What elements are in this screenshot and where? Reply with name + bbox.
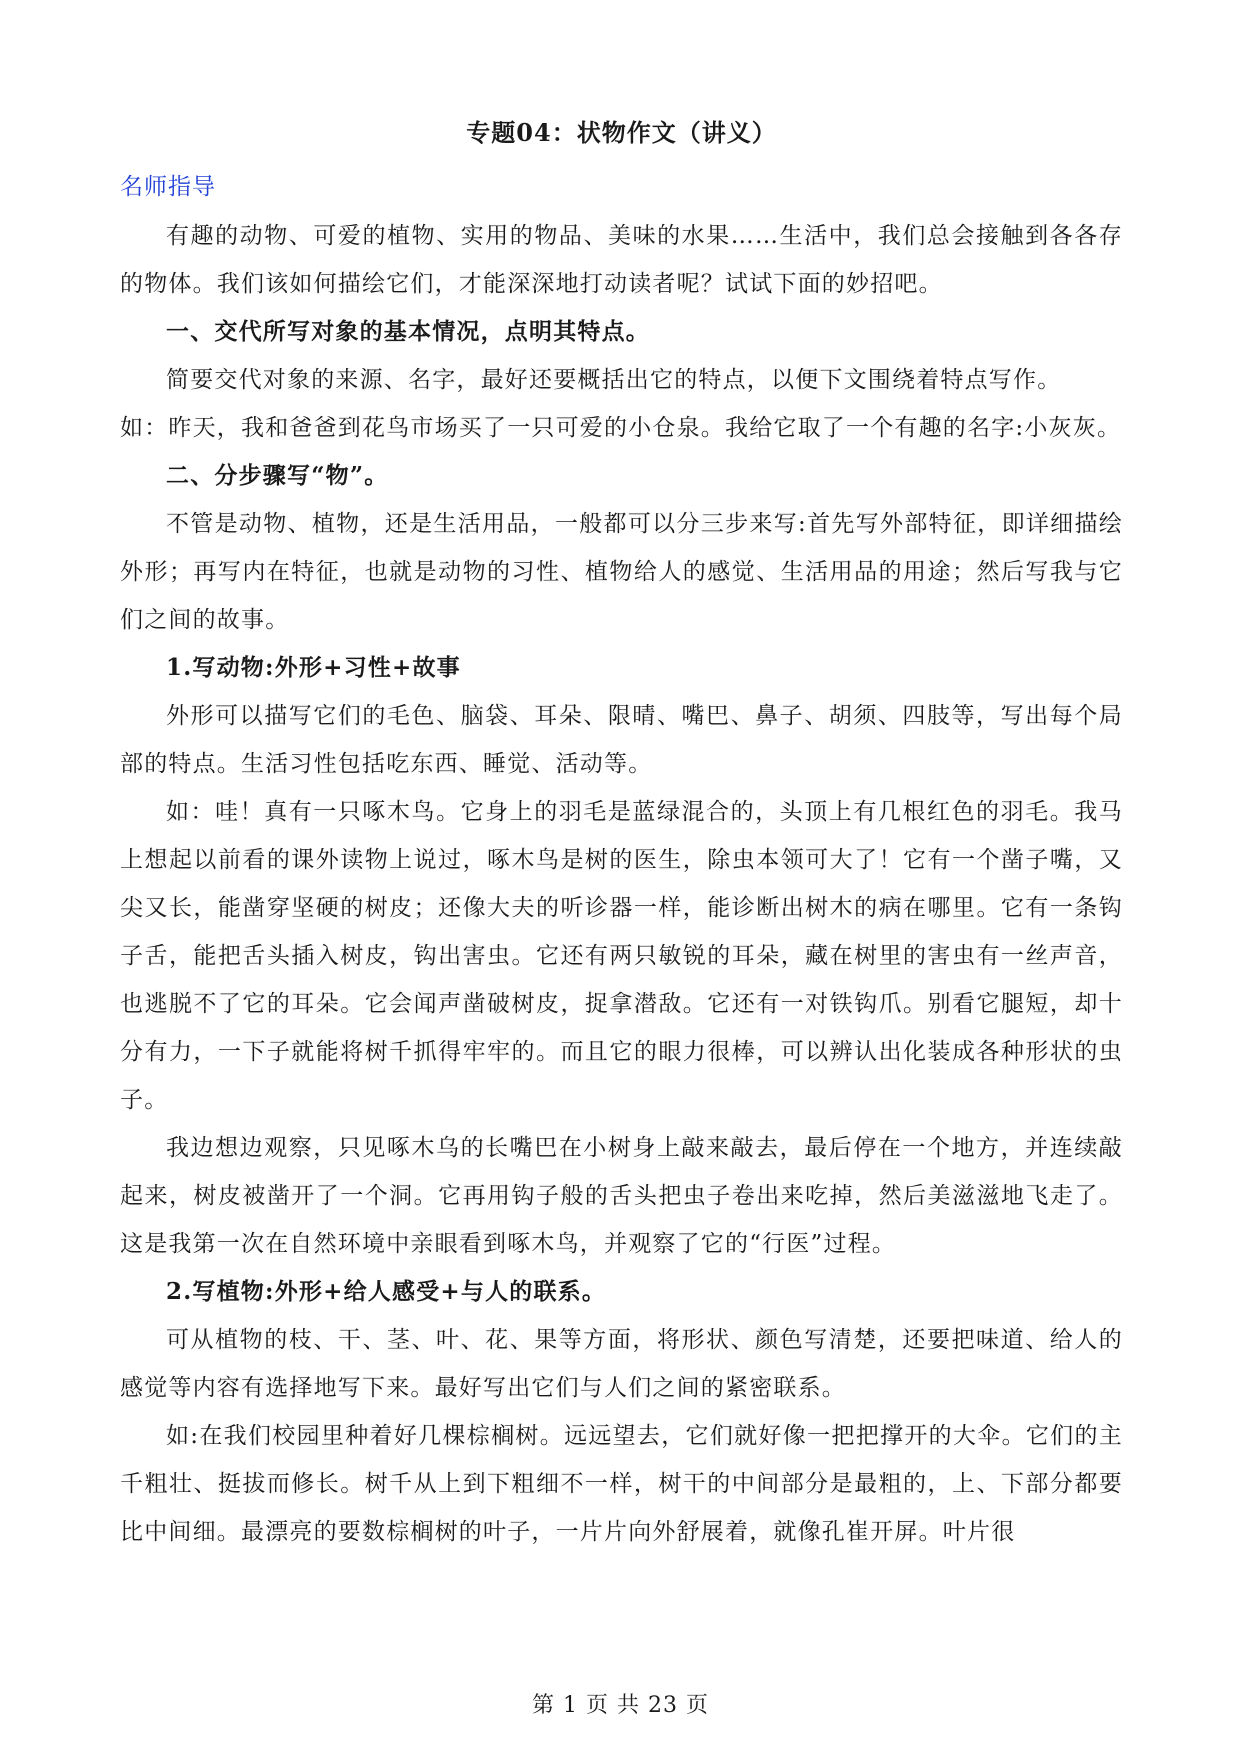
paragraph: 如：哇！真有一只啄木鸟。它身上的羽毛是蓝绿混合的，头顶上有几根红色的羽毛。我马上想起以前看的课外读物上说过，啄木鸟是树的医生，除虫本领可大了！它有一个凿子嘴，又尖又长，能凿穿坚硬的树皮；还像大夫的听诊器一样，能诊断出树木的病在哪里。它有一条钩子舌，能把舌头插入树皮，钩出害虫。它还有两只敏锐的耳朵，藏在树里的害虫有一丝声音，也逃脱不了它的耳朵。它会闻声凿破树皮，捉拿潜敌。它还有一对铁钩爪。别看它腿短，却十分有力，一下子就能将树千抓得牢牢的。而且它的眼力很棒，可以辨认出化装成各种形状的虫子。 (120, 799, 1123, 1113)
body-text (120, 212, 1123, 1556)
section-heading: 名师指导 (120, 174, 216, 200)
paragraph: 如:在我们校园里种着好几棵棕榈树。远远望去，它们就好像一把把撑开的大伞。它们的主千粗壮、挺拔而修长。树千从上到下粗细不一样，树干的中间部分是最粗的，上、下部分都要比中间细。最漂亮的要数棕榈树的叶子，一片片向外舒展着，就像孔崔开屏。叶片很 (120, 1423, 1123, 1545)
page-content (120, 118, 1123, 1556)
paragraph: 有趣的动物、可爱的植物、实用的物品、美味的水果……生活中，我们总会接触到各各存的物体。我们该如何描绘它们，才能深深地打动读者呢？试试下面的妙招吧。 (120, 223, 1123, 297)
paragraph: 如：昨天，我和爸爸到花鸟市场买了一只可爱的小仓泉。我给它取了一个有趣的名字:小灰灰。 (120, 415, 1122, 441)
page-title: 专题04：状物作文（讲义） (466, 118, 777, 147)
paragraph: 外形可以描写它们的毛色、脑袋、耳朵、限晴、嘴巴、鼻子、胡须、四肢等，写出每个局部的特点。生活习性包括吃东西、睡觉、活动等。 (120, 703, 1123, 777)
subheading: 2.写植物:外形+给人感受+与人的联系。 (166, 1278, 607, 1305)
paragraph: 可从植物的枝、干、茎、叶、花、果等方面，将形状、颜色写清楚，还要把味道、给人的感觉等内容有选择地写下来。最好写出它们与人们之间的紧密联系。 (120, 1327, 1123, 1401)
subheading: 二、分步骤写“物”。 (166, 462, 389, 489)
paragraph: 简要交代对象的来源、名字，最好还要概括出它的特点，以便下文围绕着特点写作。 (166, 367, 1062, 393)
paragraph: 不管是动物、植物，还是生活用品，一般都可以分三步来写:首先写外部特征，即详细描绘外形；再写内在特征，也就是动物的习性、植物给人的感觉、生活用品的用途；然后写我与它们之间的故事。 (120, 511, 1123, 633)
page-footer: 第 1 页 共 23 页 (532, 1693, 709, 1718)
paragraph: 我边想边观察，只见啄木乌的长嘴巴在小树身上敲来敲去，最后停在一个地方，并连续敲起来，树皮被凿开了一个洞。它再用钩子般的舌头把虫子卷出来吃掉，然后美滋滋地飞走了。这是我第一次在自然环境中亲眼看到啄木鸟，并观察了它的“行医”过程。 (120, 1135, 1123, 1257)
subheading: 一、交代所写对象的基本情况，点明其特点。 (166, 318, 650, 345)
subheading: 1.写动物:外形+习性+故事 (166, 654, 461, 681)
